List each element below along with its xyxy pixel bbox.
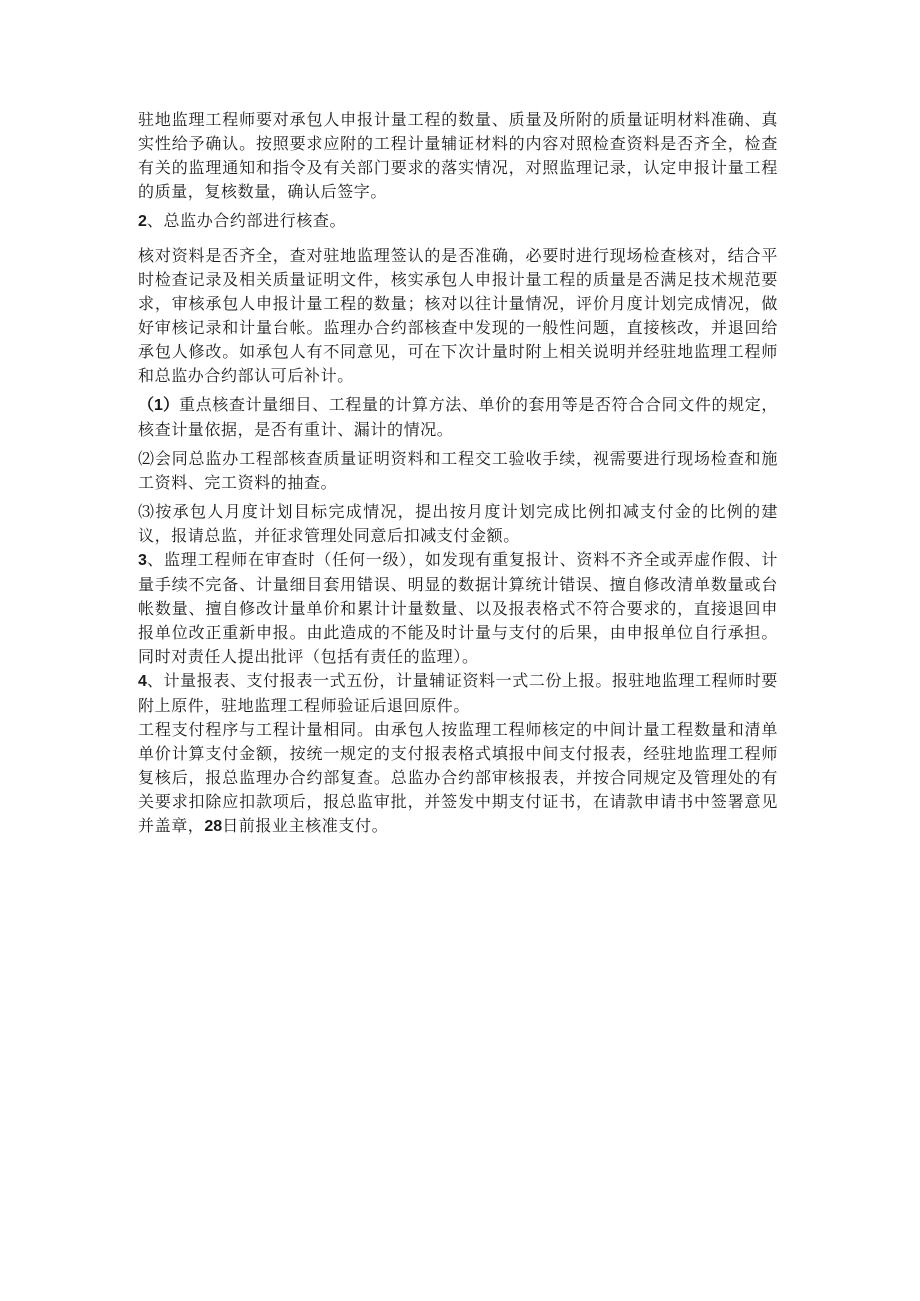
list-item-2-number: ⑵ [138, 449, 155, 468]
heading-step-2 [138, 209, 778, 234]
paragraph-step-3 [138, 548, 778, 669]
list-item-1-number: （1） [138, 397, 180, 414]
payment-procedure-text-a: 工程支付程序与工程计量相同。由承包人按监理工程师核定的中间计量工程数量和清单单价计算支付金额，按统一规定的支付报表格式填报中间支付报表，经驻地监理工程师复核后，报总监理办合约部复查。总监办合约部审核报表，并按合同规定及管理处的有关要求扣除应扣款项后，报总监审批，并签发中期支付证书，在请款申请书中签署意见并盖章， [138, 720, 778, 835]
list-item-3-text: 按承包人月度计划目标完成情况，提出按月度计划完成比例扣减支付金的比例的建议，报请总监，并征求管理处同意后扣减支付金额。 [138, 502, 778, 545]
paragraph-step-4 [138, 669, 778, 718]
step-4-number: 4 [138, 673, 147, 690]
paragraph-resident-supervisor-confirmation: 驻地监理工程师要对承包人申报计量工程的数量、质量及所附的质量证明材料准确、真实性给予确认。按照要求应附的工程计量辅证材料的内容对照检查资料是否齐全，检查有关的监理通知和指令及有关部门要求的落实情况，对照监理记录，认定申报计量工程的质量，复核数量，确认后签字。 [138, 110, 778, 201]
step-3-text: 、监理工程师在审查时（任何一级），如发现有重复报计、资料不齐全或弄虚作假、计量手续不完备、计量细目套用错误、明显的数据计算统计错误、擅自修改清单数量或台帐数量、擅自修改计量单价和累计计量数量、以及报表格式不符合要求的，直接退回申报单位改正重新申报。由此造成的不能及时计量与支付的后果，由申报单位自行承担。同时对责任人提出批评（包括有责任的监理）。 [138, 550, 778, 666]
list-item-2-text: 会同总监办工程部核查质量证明资料和工程交工验收手续，视需要进行现场检查和施工资料、完工资料的抽查。 [138, 449, 778, 492]
step-3-number: 3 [138, 552, 147, 569]
payment-procedure-day-number: 28 [204, 818, 223, 835]
paragraph-contract-dept-review: 核对资料是否齐全，查对驻地监理签认的是否准确，必要时进行现场检查核对，结合平时检查记录及相关质量证明文件，核实承包人申报计量工程的质量是否满足技术规范要求，审核承包人申报计量工程的数量；核对以往计量情况，评价月度计划完成情况，做好审核记录和计量台帐。监理办合约部核查中发现的一般性问题，直接核改，并退回给承包人修改。如承包人有不同意见，可在下次计量时附上相关说明并经驻地监理工程师和总监办合约部认可后补计。 [138, 246, 778, 385]
list-item-2 [138, 447, 778, 495]
step-4-text: 、计量报表、支付报表一式五份，计量辅证资料一式二份上报。报驻地监理工程师时要附上原件，驻地监理工程师验证后退回原件。 [138, 671, 778, 715]
payment-procedure-text-b: 日前报业主核准支付。 [222, 816, 389, 835]
document-body [138, 108, 778, 839]
list-item-1 [138, 393, 778, 442]
list-item-3-number: ⑶ [138, 502, 156, 521]
paragraph-payment-procedure [138, 718, 778, 839]
heading-step-2-text: 、总监办合约部进行核查。 [146, 211, 347, 230]
list-item-1-text: 重点核查计量细目、工程量的计算方法、单价的套用等是否符合合同文件的规定，核查计量依据，是否有重计、漏计的情况。 [138, 395, 778, 439]
list-item-3 [138, 500, 778, 548]
heading-step-2-number: 2 [138, 213, 147, 230]
